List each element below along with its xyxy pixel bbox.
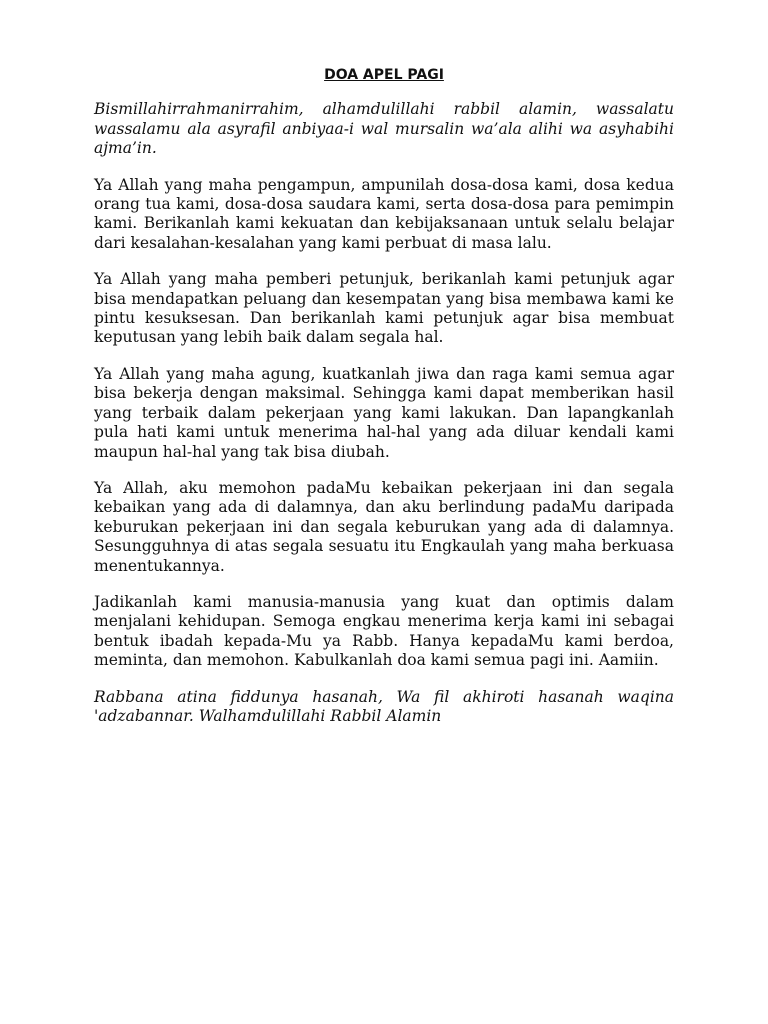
paragraph-guidance: Ya Allah yang maha pemberi petunjuk, berikanlah kami petunjuk agar bisa mendapatkan peluang dan kesempatan yang bisa membawa kami ke pintu kesuksesan. Dan berikanlah kami petunjuk agar bisa membuat keputusan yang lebih baik dalam segala hal. (94, 270, 674, 347)
paragraph-forgiveness: Ya Allah yang maha pengampun, ampunilah dosa-dosa kami, dosa kedua orang tua kami, dosa-dosa saudara kami, serta dosa-dosa para pemimpin kami. Berikanlah kami kekuatan dan kebijaksanaan untuk selalu belajar dari kesalahan-kesalahan yang kami perbuat di masa lalu. (94, 175, 674, 252)
document-page (94, 66, 674, 743)
paragraph-optimism: Jadikanlah kami manusia-manusia yang kuat dan optimis dalam menjalani kehidupan. Semoga engkau menerima kerja kami ini sebagai bentuk ibadah kepada-Mu ya Rabb. Hanya kepadaMu kami berdoa, meminta, dan memohon. Kabulkanlah doa kami semua pagi ini. Aamiin. (94, 592, 674, 670)
opening-paragraph: Bismillahirrahmanirrahim, alhamdulillahi rabbil alamin, wassalatu wassalamu ala asyrafil anbiyaa-i wal mursalin wa’ala alihi wa asyhabihi ajma’in. (94, 100, 674, 158)
paragraph-goodness: Ya Allah, aku memohon padaMu kebaikan pekerjaan ini dan segala kebaikan yang ada di dalamnya, dan aku berlindung padaMu daripada keburukan pekerjaan ini dan segala keburukan yang ada di dalamnya. Sesungguhnya di atas segala sesuatu itu Engkaulah yang maha berkuasa menentukannya. (94, 478, 674, 575)
closing-paragraph: Rabbana atina fiddunya hasanah, Wa fil akhiroti hasanah waqina 'adzabannar. Walhamdulillahi Rabbil Alamin (94, 687, 674, 725)
document-title: DOA APEL PAGI (324, 67, 444, 83)
paragraph-strength: Ya Allah yang maha agung, kuatkanlah jiwa dan raga kami semua agar bisa bekerja dengan maksimal. Sehingga kami dapat memberikan hasil yang terbaik dalam pekerjaan yang kami lakukan. Dan lapangkanlah pula hati kami untuk menerima hal-hal yang ada diluar kendali kami maupun hal-hal yang tak bisa diubah. (94, 364, 674, 461)
